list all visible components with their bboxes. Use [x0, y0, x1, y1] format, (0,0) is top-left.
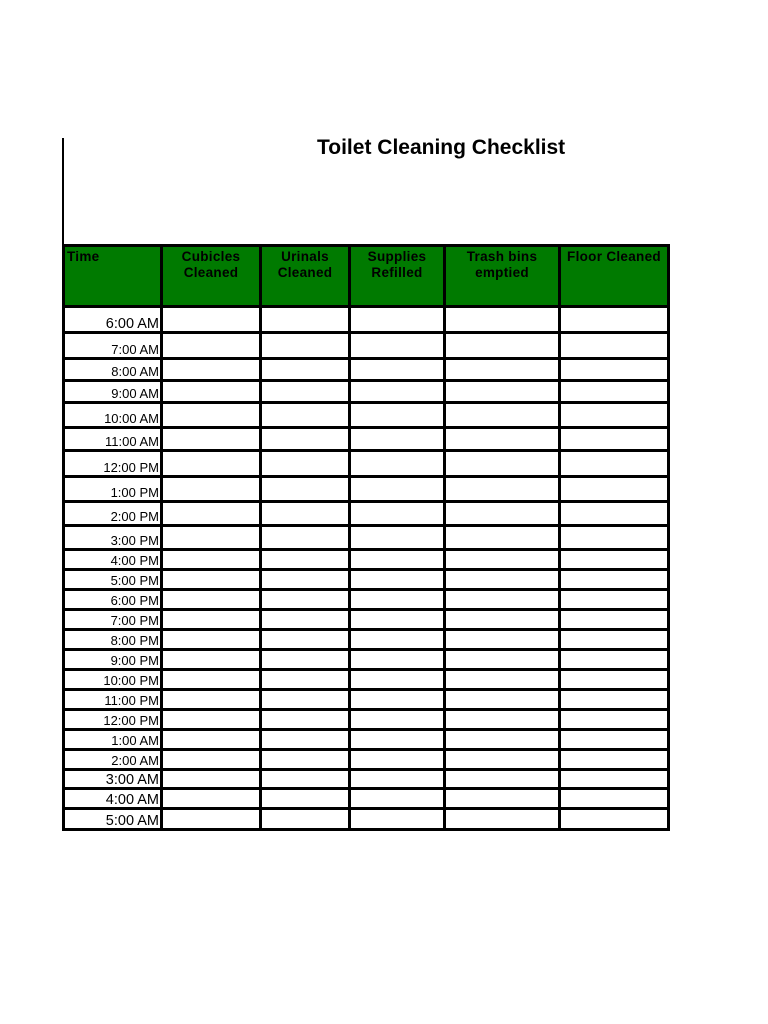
trash-bins-emptied-check-cell[interactable]: [445, 428, 560, 451]
header-cubicles-cleaned: Cubicles Cleaned: [162, 246, 261, 307]
floor-cleaned-check-cell[interactable]: [560, 610, 669, 630]
floor-cleaned-check-cell[interactable]: [560, 403, 669, 428]
floor-cleaned-check-cell[interactable]: [560, 428, 669, 451]
time-cell: 11:00 AM: [64, 428, 162, 451]
floor-cleaned-check-cell[interactable]: [560, 570, 669, 590]
cubicles-cleaned-check-cell[interactable]: [162, 710, 261, 730]
cubicles-cleaned-check-cell[interactable]: [162, 770, 261, 789]
table-row: [64, 590, 669, 610]
cubicles-cleaned-check-cell[interactable]: [162, 750, 261, 770]
cubicles-cleaned-check-cell[interactable]: [162, 359, 261, 381]
supplies-refilled-check-cell[interactable]: [350, 502, 445, 526]
trash-bins-emptied-check-cell[interactable]: [445, 670, 560, 690]
cubicles-cleaned-check-cell[interactable]: [162, 730, 261, 750]
supplies-refilled-check-cell[interactable]: [350, 809, 445, 830]
cubicles-cleaned-check-cell[interactable]: [162, 630, 261, 650]
trash-bins-emptied-check-cell[interactable]: [445, 403, 560, 428]
checklist-body: [64, 307, 669, 830]
supplies-refilled-check-cell[interactable]: [350, 428, 445, 451]
supplies-refilled-check-cell[interactable]: [350, 477, 445, 502]
time-cell: 7:00 AM: [64, 333, 162, 359]
floor-cleaned-check-cell[interactable]: [560, 307, 669, 333]
header-floor-cleaned: Floor Cleaned: [560, 246, 669, 307]
cubicles-cleaned-check-cell[interactable]: [162, 809, 261, 830]
cubicles-cleaned-check-cell[interactable]: [162, 477, 261, 502]
supplies-refilled-check-cell[interactable]: [350, 610, 445, 630]
table-row: [64, 710, 669, 730]
header-supplies-refilled: Supplies Refilled: [350, 246, 445, 307]
trash-bins-emptied-check-cell[interactable]: [445, 650, 560, 670]
floor-cleaned-check-cell[interactable]: [560, 750, 669, 770]
supplies-refilled-check-cell[interactable]: [350, 526, 445, 550]
time-cell: 12:00 PM: [64, 451, 162, 477]
urinals-cleaned-check-cell[interactable]: [261, 451, 350, 477]
table-row: [64, 630, 669, 650]
urinals-cleaned-check-cell[interactable]: [261, 750, 350, 770]
urinals-cleaned-check-cell[interactable]: [261, 502, 350, 526]
floor-cleaned-check-cell[interactable]: [560, 650, 669, 670]
trash-bins-emptied-check-cell[interactable]: [445, 750, 560, 770]
time-cell: 2:00 AM: [64, 750, 162, 770]
time-cell: 7:00 PM: [64, 610, 162, 630]
floor-cleaned-check-cell[interactable]: [560, 770, 669, 789]
trash-bins-emptied-check-cell[interactable]: [445, 590, 560, 610]
table-row: [64, 381, 669, 403]
trash-bins-emptied-check-cell[interactable]: [445, 502, 560, 526]
table-row: [64, 809, 669, 830]
time-cell: 6:00 AM: [64, 307, 162, 333]
supplies-refilled-check-cell[interactable]: [350, 690, 445, 710]
cubicles-cleaned-check-cell[interactable]: [162, 610, 261, 630]
urinals-cleaned-check-cell[interactable]: [261, 730, 350, 750]
trash-bins-emptied-check-cell[interactable]: [445, 526, 560, 550]
trash-bins-emptied-check-cell[interactable]: [445, 307, 560, 333]
trash-bins-emptied-check-cell[interactable]: [445, 710, 560, 730]
floor-cleaned-check-cell[interactable]: [560, 690, 669, 710]
trash-bins-emptied-check-cell[interactable]: [445, 610, 560, 630]
header-row: [64, 246, 669, 307]
supplies-refilled-check-cell[interactable]: [350, 590, 445, 610]
trash-bins-emptied-check-cell[interactable]: [445, 730, 560, 750]
floor-cleaned-check-cell[interactable]: [560, 630, 669, 650]
table-row: [64, 550, 669, 570]
trash-bins-emptied-check-cell[interactable]: [445, 333, 560, 359]
time-cell: 11:00 PM: [64, 690, 162, 710]
urinals-cleaned-check-cell[interactable]: [261, 570, 350, 590]
table-row: [64, 403, 669, 428]
supplies-refilled-check-cell[interactable]: [350, 550, 445, 570]
left-margin-rule: [62, 138, 64, 246]
floor-cleaned-check-cell[interactable]: [560, 477, 669, 502]
time-cell: 1:00 PM: [64, 477, 162, 502]
floor-cleaned-check-cell[interactable]: [560, 333, 669, 359]
time-cell: 3:00 PM: [64, 526, 162, 550]
supplies-refilled-check-cell[interactable]: [350, 307, 445, 333]
supplies-refilled-check-cell[interactable]: [350, 730, 445, 750]
table-row: [64, 502, 669, 526]
floor-cleaned-check-cell[interactable]: [560, 590, 669, 610]
floor-cleaned-check-cell[interactable]: [560, 359, 669, 381]
header-urinals-cleaned: Urinals Cleaned: [261, 246, 350, 307]
supplies-refilled-check-cell[interactable]: [350, 750, 445, 770]
floor-cleaned-check-cell[interactable]: [560, 670, 669, 690]
time-cell: 5:00 PM: [64, 570, 162, 590]
urinals-cleaned-check-cell[interactable]: [261, 590, 350, 610]
urinals-cleaned-check-cell[interactable]: [261, 809, 350, 830]
table-row: [64, 451, 669, 477]
urinals-cleaned-check-cell[interactable]: [261, 650, 350, 670]
urinals-cleaned-check-cell[interactable]: [261, 710, 350, 730]
cubicles-cleaned-check-cell[interactable]: [162, 789, 261, 809]
time-cell: 2:00 PM: [64, 502, 162, 526]
table-row: [64, 610, 669, 630]
supplies-refilled-check-cell[interactable]: [350, 403, 445, 428]
urinals-cleaned-check-cell[interactable]: [261, 428, 350, 451]
cubicles-cleaned-check-cell[interactable]: [162, 570, 261, 590]
table-row: [64, 526, 669, 550]
page-title: Toilet Cleaning Checklist: [317, 136, 566, 159]
trash-bins-emptied-check-cell[interactable]: [445, 381, 560, 403]
floor-cleaned-check-cell[interactable]: [560, 381, 669, 403]
trash-bins-emptied-check-cell[interactable]: [445, 359, 560, 381]
time-cell: 4:00 PM: [64, 550, 162, 570]
table-row: [64, 670, 669, 690]
cubicles-cleaned-check-cell[interactable]: [162, 333, 261, 359]
cubicles-cleaned-check-cell[interactable]: [162, 590, 261, 610]
cubicles-cleaned-check-cell[interactable]: [162, 670, 261, 690]
table-row: [64, 359, 669, 381]
time-cell: 9:00 PM: [64, 650, 162, 670]
cubicles-cleaned-check-cell[interactable]: [162, 650, 261, 670]
supplies-refilled-check-cell[interactable]: [350, 381, 445, 403]
supplies-refilled-check-cell[interactable]: [350, 359, 445, 381]
time-cell: 12:00 PM: [64, 710, 162, 730]
urinals-cleaned-check-cell[interactable]: [261, 630, 350, 650]
time-cell: 8:00 AM: [64, 359, 162, 381]
urinals-cleaned-check-cell[interactable]: [261, 307, 350, 333]
supplies-refilled-check-cell[interactable]: [350, 570, 445, 590]
floor-cleaned-check-cell[interactable]: [560, 526, 669, 550]
urinals-cleaned-check-cell[interactable]: [261, 526, 350, 550]
urinals-cleaned-check-cell[interactable]: [261, 333, 350, 359]
urinals-cleaned-check-cell[interactable]: [261, 359, 350, 381]
supplies-refilled-check-cell[interactable]: [350, 333, 445, 359]
table-row: [64, 570, 669, 590]
supplies-refilled-check-cell[interactable]: [350, 650, 445, 670]
cubicles-cleaned-check-cell[interactable]: [162, 451, 261, 477]
table-row: [64, 307, 669, 333]
trash-bins-emptied-check-cell[interactable]: [445, 451, 560, 477]
table-row: [64, 690, 669, 710]
table-row: [64, 730, 669, 750]
header-trash-bins-emptied: Trash bins emptied: [445, 246, 560, 307]
cubicles-cleaned-check-cell[interactable]: [162, 403, 261, 428]
urinals-cleaned-check-cell[interactable]: [261, 789, 350, 809]
trash-bins-emptied-check-cell[interactable]: [445, 690, 560, 710]
table-row: [64, 789, 669, 809]
floor-cleaned-check-cell[interactable]: [560, 550, 669, 570]
time-cell: 1:00 AM: [64, 730, 162, 750]
trash-bins-emptied-check-cell[interactable]: [445, 570, 560, 590]
trash-bins-emptied-check-cell[interactable]: [445, 630, 560, 650]
checklist-table: [62, 244, 670, 831]
urinals-cleaned-check-cell[interactable]: [261, 381, 350, 403]
time-cell: 4:00 AM: [64, 789, 162, 809]
trash-bins-emptied-check-cell[interactable]: [445, 789, 560, 809]
cubicles-cleaned-check-cell[interactable]: [162, 307, 261, 333]
cubicles-cleaned-check-cell[interactable]: [162, 502, 261, 526]
urinals-cleaned-check-cell[interactable]: [261, 690, 350, 710]
cubicles-cleaned-check-cell[interactable]: [162, 526, 261, 550]
trash-bins-emptied-check-cell[interactable]: [445, 550, 560, 570]
urinals-cleaned-check-cell[interactable]: [261, 477, 350, 502]
supplies-refilled-check-cell[interactable]: [350, 710, 445, 730]
table-row: [64, 428, 669, 451]
time-cell: 6:00 PM: [64, 590, 162, 610]
time-cell: 3:00 AM: [64, 770, 162, 789]
urinals-cleaned-check-cell[interactable]: [261, 610, 350, 630]
floor-cleaned-check-cell[interactable]: [560, 502, 669, 526]
time-cell: 5:00 AM: [64, 809, 162, 830]
cubicles-cleaned-check-cell[interactable]: [162, 428, 261, 451]
table-row: [64, 333, 669, 359]
floor-cleaned-check-cell[interactable]: [560, 789, 669, 809]
cubicles-cleaned-check-cell[interactable]: [162, 381, 261, 403]
urinals-cleaned-check-cell[interactable]: [261, 770, 350, 789]
floor-cleaned-check-cell[interactable]: [560, 451, 669, 477]
supplies-refilled-check-cell[interactable]: [350, 451, 445, 477]
floor-cleaned-check-cell[interactable]: [560, 730, 669, 750]
floor-cleaned-check-cell[interactable]: [560, 809, 669, 830]
supplies-refilled-check-cell[interactable]: [350, 770, 445, 789]
urinals-cleaned-check-cell[interactable]: [261, 670, 350, 690]
cubicles-cleaned-check-cell[interactable]: [162, 690, 261, 710]
table-row: [64, 477, 669, 502]
urinals-cleaned-check-cell[interactable]: [261, 403, 350, 428]
time-cell: 9:00 AM: [64, 381, 162, 403]
header-time: Time: [64, 246, 162, 307]
time-cell: 8:00 PM: [64, 630, 162, 650]
table-row: [64, 650, 669, 670]
table-row: [64, 750, 669, 770]
cubicles-cleaned-check-cell[interactable]: [162, 550, 261, 570]
trash-bins-emptied-check-cell[interactable]: [445, 809, 560, 830]
time-cell: 10:00 PM: [64, 670, 162, 690]
time-cell: 10:00 AM: [64, 403, 162, 428]
table-row: [64, 770, 669, 789]
floor-cleaned-check-cell[interactable]: [560, 710, 669, 730]
urinals-cleaned-check-cell[interactable]: [261, 550, 350, 570]
trash-bins-emptied-check-cell[interactable]: [445, 770, 560, 789]
supplies-refilled-check-cell[interactable]: [350, 670, 445, 690]
trash-bins-emptied-check-cell[interactable]: [445, 477, 560, 502]
supplies-refilled-check-cell[interactable]: [350, 789, 445, 809]
supplies-refilled-check-cell[interactable]: [350, 630, 445, 650]
